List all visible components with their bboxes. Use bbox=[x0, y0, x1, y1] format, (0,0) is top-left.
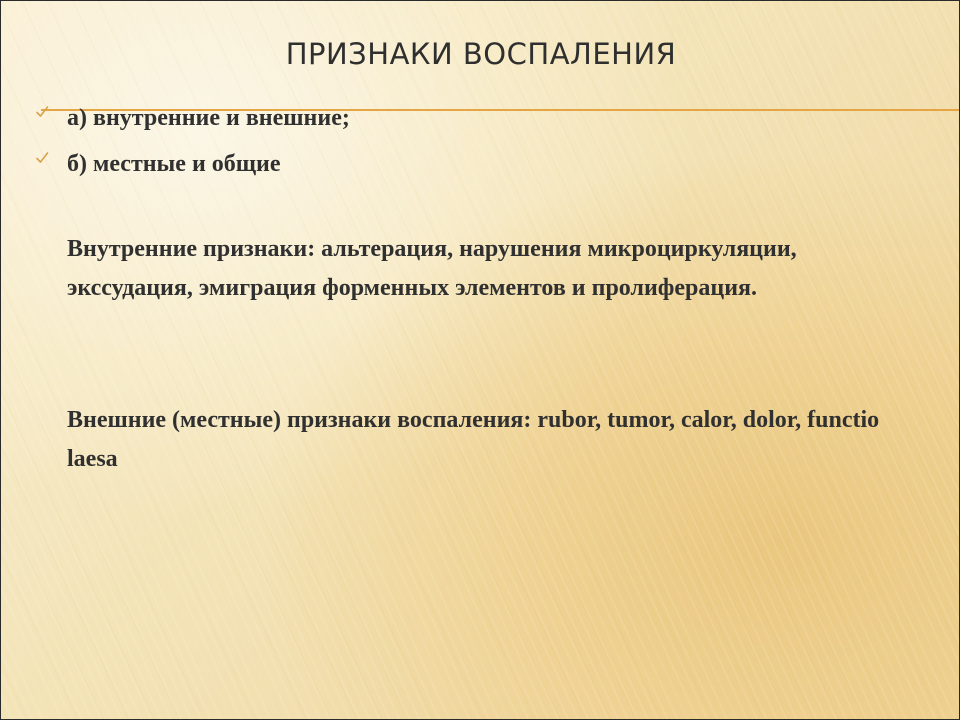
bullet-text: а) внутренние и внешние; bbox=[67, 105, 350, 131]
check-icon bbox=[35, 105, 49, 119]
slide-title: ПРИЗНАКИ ВОСПАЛЕНИЯ bbox=[285, 37, 677, 71]
check-icon bbox=[35, 151, 49, 165]
internal-signs-paragraph: Внутренние признаки: альтерация, нарушения микроциркуляции, экссудация, эмиграция форменных элементов и пролиферация. bbox=[67, 236, 797, 301]
bullet-text: б) местные и общие bbox=[67, 151, 281, 177]
external-signs-paragraph: Внешние (местные) признаки воспаления: rubor, tumor, calor, dolor, functio laesa bbox=[67, 407, 880, 472]
